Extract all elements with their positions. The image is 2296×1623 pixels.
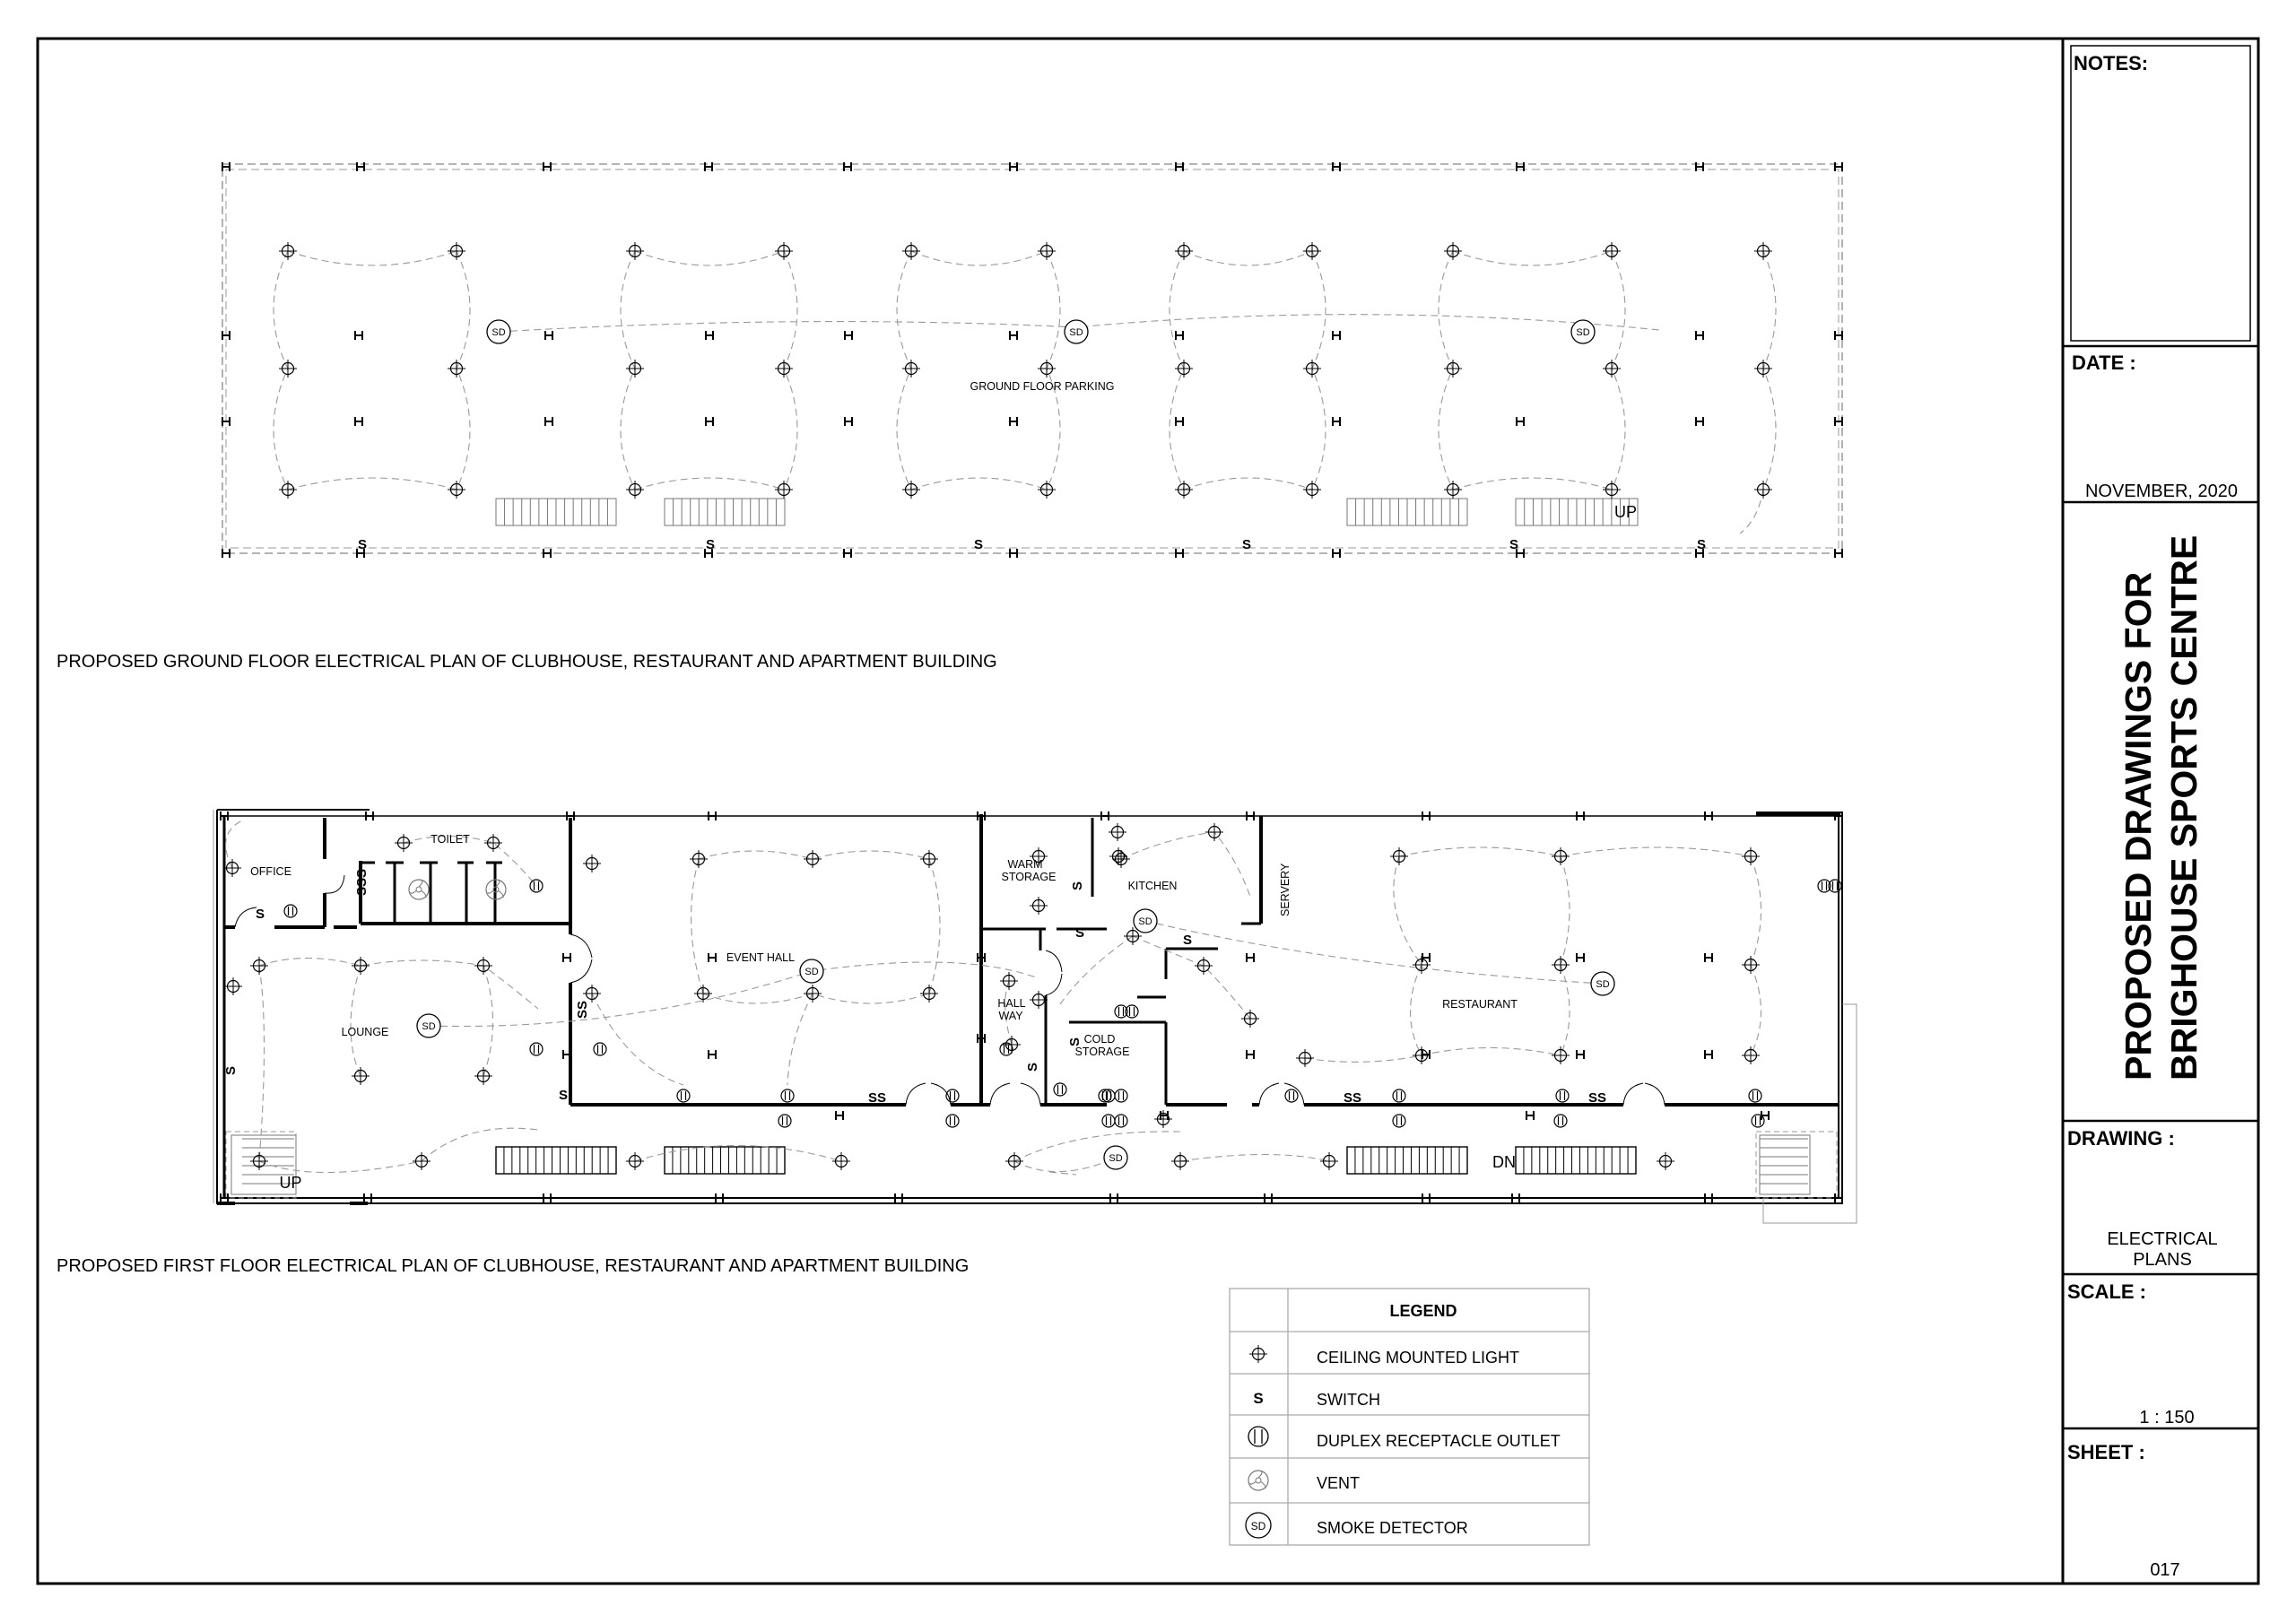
first-floor-stairs — [231, 1135, 1810, 1194]
scale-label: SCALE : — [2067, 1280, 2146, 1303]
project-title-line2: BRIGHOUSE SPORTS CENTRE — [2163, 534, 2205, 1081]
column-marker — [1010, 549, 1017, 558]
column-marker — [709, 1050, 716, 1059]
ceiling-light-icon — [448, 360, 465, 378]
ceiling-light-icon — [448, 481, 465, 499]
smoke-detector-icon — [487, 320, 510, 343]
column-marker — [1422, 1193, 1430, 1202]
room-label-kitchen: KITCHEN — [1127, 880, 1178, 892]
duplex-receptacle-icon — [778, 1115, 791, 1127]
column-marker — [1835, 549, 1842, 558]
ceiling-light-icon — [1552, 847, 1570, 865]
duplex-receptacle-icon — [1749, 1089, 1761, 1102]
ground-floor-smoke-detectors — [487, 320, 1595, 343]
switch-icon: S — [223, 1065, 239, 1076]
svg-text:SD: SD — [1250, 1520, 1266, 1532]
column-marker — [1110, 1193, 1118, 1202]
ceiling-light-icon — [1657, 1152, 1674, 1170]
column-marker — [895, 1193, 902, 1202]
room-label-lounge: LOUNGE — [341, 1026, 389, 1038]
ceiling-light-icon — [775, 242, 793, 260]
room-label-warm-storage-1: WARM — [1007, 858, 1043, 871]
duplex-receptacle-icon — [1554, 1115, 1567, 1127]
legend-title: LEGEND — [1389, 1302, 1457, 1320]
switch-icon: S — [558, 1088, 569, 1103]
ceiling-light-icon — [1205, 823, 1223, 841]
ceiling-light-icon — [1005, 1152, 1023, 1170]
stair-treads — [1347, 499, 1467, 525]
column-marker — [1526, 1111, 1534, 1120]
column-marker — [1517, 417, 1524, 426]
column-marker — [1247, 812, 1254, 820]
ceiling-light-icon — [804, 985, 822, 1002]
column-marker — [545, 417, 552, 426]
smoke-detector-icon — [1065, 320, 1088, 343]
ceiling-light-icon — [250, 957, 268, 975]
ceiling-light-icon — [1603, 360, 1621, 378]
ground-floor-stairs — [496, 499, 1638, 525]
switch-icon: S — [1070, 881, 1085, 891]
switch-icon: SS — [867, 1090, 887, 1106]
ceiling-light-icon — [583, 855, 601, 872]
ceiling-light-icon — [1154, 1110, 1172, 1128]
ceiling-light-icon — [1109, 847, 1127, 865]
column-marker — [1101, 812, 1109, 820]
column-marker — [1705, 953, 1712, 962]
room-label-hallway-1: HALL — [997, 997, 1026, 1010]
ceiling-light-icon — [775, 481, 793, 499]
ceiling-light-icon — [395, 834, 413, 852]
duplex-receptacle-icon — [284, 905, 297, 917]
drawing-label: DRAWING : — [2067, 1127, 2175, 1150]
ceiling-light-icon — [474, 1067, 492, 1085]
ceiling-light-icon — [1754, 360, 1772, 378]
project-title-line1: PROPOSED DRAWINGS FOR — [2118, 571, 2159, 1081]
ceiling-light-icon — [1320, 1152, 1338, 1170]
stair-treads — [496, 499, 616, 525]
ceiling-light-icon — [626, 242, 644, 260]
sheet-value: 017 — [2150, 1560, 2180, 1580]
ground-floor-caption: PROPOSED GROUND FLOOR ELECTRICAL PLAN OF CLUBHOUSE, RESTAURANT AND APARTMENT BUILDING — [57, 652, 997, 672]
ceiling-light-icon — [626, 1152, 644, 1170]
column-marker — [1010, 331, 1017, 340]
ground-floor-plan — [222, 162, 1842, 558]
drawing-value-line2: PLANS — [2133, 1250, 2192, 1270]
notes-box — [2071, 46, 2250, 341]
ceiling-light-icon — [1003, 1036, 1021, 1054]
stair-treads — [665, 499, 785, 525]
ceiling-light-icon — [1171, 1152, 1189, 1170]
smoke-detector-icon — [417, 1014, 440, 1037]
ceiling-light-icon — [1241, 1010, 1259, 1028]
switch-icon: S — [357, 537, 368, 552]
column-marker — [1010, 417, 1017, 426]
first-floor-circuits — [226, 820, 1761, 1175]
switch-icon: SS — [1587, 1090, 1607, 1106]
column-marker — [706, 417, 713, 426]
column-marker — [1247, 953, 1254, 962]
ceiling-light-icon — [690, 850, 708, 868]
ceiling-light-icon — [902, 242, 920, 260]
svg-text:SD: SD — [1138, 916, 1152, 927]
room-label-servery: SERVERY — [1279, 863, 1292, 916]
notes-label: NOTES: — [2074, 52, 2149, 74]
stair-treads — [496, 1147, 616, 1174]
switch-icon: S — [1025, 1062, 1040, 1072]
column-marker — [1265, 1193, 1272, 1202]
ceiling-light-icon — [1444, 360, 1462, 378]
svg-text:SD: SD — [491, 327, 506, 338]
ceiling-light-icon — [1742, 956, 1760, 974]
column-marker — [1247, 1050, 1254, 1059]
legend-label-vent: VENT — [1317, 1474, 1361, 1492]
ceiling-light-icon — [1112, 850, 1130, 868]
svg-text:SD: SD — [1576, 327, 1590, 338]
vent-icon — [409, 880, 429, 899]
ceiling-light-icon — [448, 242, 465, 260]
column-marker — [355, 331, 362, 340]
room-label-cold-storage-1: COLD — [1083, 1033, 1116, 1046]
ground-floor-stair-up-label: UP — [1614, 503, 1638, 521]
duplex-receptacle-icon — [1752, 1115, 1764, 1127]
switch-icon: S — [1074, 925, 1085, 941]
sheet-label: SHEET : — [2067, 1441, 2145, 1463]
ceiling-light-icon — [902, 360, 920, 378]
duplex-receptacle-icon — [677, 1089, 690, 1102]
ceiling-light-icon — [775, 360, 793, 378]
column-marker — [545, 331, 552, 340]
ceiling-light-icon — [1109, 823, 1126, 841]
room-label-hallway-2: WAY — [998, 1010, 1023, 1022]
column-marker — [844, 549, 851, 558]
column-marker — [1176, 549, 1183, 558]
ceiling-light-icon — [474, 957, 492, 975]
ceiling-light-icon — [902, 481, 920, 499]
ceiling-light-icon — [1030, 897, 1048, 915]
switch-icon: S — [1241, 537, 1252, 552]
sheet-border — [38, 39, 2258, 1584]
room-label-event-hall: EVENT HALL — [726, 951, 796, 964]
column-marker — [709, 812, 716, 820]
switch-icon: S — [973, 537, 984, 552]
room-label-warm-storage-2: STORAGE — [1001, 871, 1057, 883]
stair-up-label: UP — [279, 1174, 302, 1192]
first-floor-vents — [409, 880, 506, 899]
column-marker — [1577, 953, 1584, 962]
duplex-receptacle-icon — [1102, 1115, 1115, 1127]
svg-text:SD: SD — [1069, 327, 1083, 338]
column-marker — [1333, 549, 1340, 558]
ceiling-light-icon — [1444, 481, 1462, 499]
ceiling-light-icon — [1444, 242, 1462, 260]
duplex-receptacle-icon — [1102, 1089, 1115, 1102]
date-value: NOVEMBER, 2020 — [2084, 482, 2239, 501]
ceiling-light-icon — [1754, 242, 1772, 260]
ceiling-light-icon — [250, 1152, 268, 1170]
stair-treads — [665, 1147, 785, 1174]
column-marker — [1696, 331, 1703, 340]
ceiling-light-icon — [1038, 481, 1056, 499]
switch-icon: SS — [575, 1000, 590, 1020]
column-marker — [563, 953, 570, 962]
ceiling-light-icon — [413, 1152, 430, 1170]
ground-floor-lights — [279, 242, 1772, 499]
duplex-receptacle-icon — [530, 1043, 543, 1055]
svg-text:SD: SD — [1596, 979, 1610, 990]
ceiling-light-icon — [626, 481, 644, 499]
column-marker — [845, 417, 852, 426]
scale-value: 1 : 150 — [2139, 1408, 2195, 1428]
ceiling-light-icon — [1175, 360, 1193, 378]
smoke-detector-icon — [1134, 909, 1157, 933]
ceiling-light-icon — [223, 859, 241, 877]
column-marker — [364, 1193, 371, 1202]
stair-treads — [1347, 1147, 1467, 1174]
ceiling-light-icon — [279, 360, 297, 378]
column-marker — [1333, 417, 1340, 426]
svg-text:SD: SD — [804, 967, 819, 977]
smoke-detector-icon — [1104, 1146, 1127, 1169]
ceiling-light-icon — [804, 850, 822, 868]
column-marker — [1176, 331, 1183, 340]
ceiling-light-icon — [1296, 1049, 1314, 1067]
column-marker — [1705, 1050, 1712, 1059]
column-marker — [706, 331, 713, 340]
duplex-receptacle-icon — [1285, 1089, 1298, 1102]
smoke-detector-icon — [1246, 1513, 1271, 1538]
column-marker — [1577, 812, 1584, 820]
ceiling-light-icon — [832, 1152, 850, 1170]
legend — [1230, 1289, 1589, 1545]
column-marker — [1761, 1111, 1769, 1120]
switch-icon: S — [705, 537, 716, 552]
stair-treads — [1516, 1147, 1636, 1174]
ceiling-light-icon — [1742, 847, 1760, 865]
duplex-receptacle-icon — [594, 1043, 606, 1055]
smoke-detector-icon — [800, 959, 823, 983]
duplex-receptacle-icon — [1248, 1427, 1268, 1446]
ceiling-light-icon — [1742, 1046, 1760, 1064]
ceiling-light-icon — [279, 242, 297, 260]
duplex-receptacle-icon — [1115, 1115, 1127, 1127]
room-label-restaurant: RESTAURANT — [1442, 998, 1518, 1011]
ceiling-light-icon — [694, 985, 712, 1002]
ceiling-light-icon — [1038, 242, 1056, 260]
column-marker — [716, 1193, 723, 1202]
stair-down-label: DN — [1492, 1153, 1516, 1171]
date-label: DATE : — [2072, 352, 2136, 374]
legend-frame — [1230, 1289, 1589, 1545]
drawing-value-line1: ELECTRICAL — [2107, 1229, 2218, 1249]
ceiling-light-icon — [224, 977, 242, 995]
ground-floor-switches — [358, 537, 1706, 552]
column-marker — [544, 1193, 551, 1202]
smoke-detector-icon — [1571, 320, 1595, 343]
duplex-receptacle-icon — [1556, 1089, 1569, 1102]
ceiling-light-icon — [1390, 847, 1408, 865]
column-marker — [1696, 417, 1703, 426]
first-floor-plan — [213, 810, 1857, 1223]
duplex-receptacle-icon — [781, 1089, 794, 1102]
switch-icon: S — [1182, 933, 1193, 948]
column-marker — [709, 953, 716, 962]
column-marker — [1333, 331, 1340, 340]
ceiling-light-icon — [1175, 481, 1193, 499]
switch-icon: SSS — [354, 868, 370, 897]
ceiling-light-icon — [1603, 242, 1621, 260]
ceiling-light-icon — [626, 360, 644, 378]
switch-icon: S — [1067, 1037, 1083, 1047]
ground-floor-outline — [222, 164, 1842, 553]
ceiling-light-icon — [1303, 481, 1321, 499]
column-marker — [1577, 1050, 1584, 1059]
room-label-cold-storage-2: STORAGE — [1074, 1046, 1130, 1058]
switch-icon: S — [1509, 537, 1519, 552]
legend-label-smoke-detector: SMOKE DETECTOR — [1317, 1519, 1468, 1537]
room-label-toilet: TOILET — [430, 833, 470, 846]
column-marker — [1705, 1193, 1712, 1202]
ceiling-light-icon — [920, 850, 938, 868]
svg-text:SD: SD — [422, 1021, 436, 1032]
column-marker — [845, 331, 852, 340]
duplex-receptacle-icon — [1393, 1115, 1405, 1127]
ceiling-light-icon — [1552, 1046, 1570, 1064]
first-floor-lights — [223, 823, 1760, 1170]
column-marker — [366, 812, 373, 820]
switch-icon: S — [1253, 1390, 1264, 1407]
ceiling-light-icon — [352, 1067, 370, 1085]
ceiling-light-icon — [352, 957, 370, 975]
ceiling-light-icon — [1552, 956, 1570, 974]
duplex-receptacle-icon — [1393, 1089, 1405, 1102]
legend-label-light: CEILING MOUNTED LIGHT — [1317, 1349, 1520, 1367]
ceiling-light-icon — [1303, 360, 1321, 378]
ceiling-light-icon — [583, 985, 601, 1002]
ceiling-light-icon — [1249, 1345, 1267, 1363]
ceiling-light-icon — [1603, 481, 1621, 499]
duplex-receptacle-icon — [1099, 1089, 1111, 1102]
column-marker — [1422, 812, 1430, 820]
switch-icon: S — [255, 907, 265, 922]
first-floor-receptacles — [284, 880, 1841, 1127]
column-marker — [355, 417, 362, 426]
column-marker — [836, 1111, 843, 1120]
column-marker — [1512, 1193, 1519, 1202]
svg-text:SD: SD — [1109, 1153, 1123, 1164]
ceiling-light-icon — [1303, 242, 1321, 260]
legend-label-receptacle: DUPLEX RECEPTACLE OUTLET — [1317, 1432, 1561, 1450]
ceiling-light-icon — [279, 481, 297, 499]
ceiling-light-icon — [1175, 242, 1193, 260]
room-label-office: OFFICE — [250, 865, 291, 878]
first-floor-smoke-detectors — [417, 909, 1614, 1169]
ceiling-light-icon — [1754, 481, 1772, 499]
ceiling-light-icon — [1413, 1046, 1431, 1064]
legend-label-switch: SWITCH — [1317, 1391, 1380, 1409]
ceiling-light-icon — [920, 985, 938, 1002]
duplex-receptacle-icon — [1054, 1083, 1066, 1096]
column-marker — [1705, 812, 1712, 820]
column-marker — [1176, 417, 1183, 426]
vent-icon — [1248, 1471, 1268, 1490]
switch-icon: S — [1696, 537, 1707, 552]
duplex-receptacle-icon — [1115, 1089, 1127, 1102]
first-floor-caption: PROPOSED FIRST FLOOR ELECTRICAL PLAN OF CLUBHOUSE, RESTAURANT AND APARTMENT BUILDING — [57, 1256, 970, 1276]
ceiling-light-icon — [1000, 972, 1018, 990]
column-marker — [544, 549, 551, 558]
duplex-receptacle-icon — [946, 1115, 959, 1127]
smoke-detector-icon — [1591, 972, 1614, 995]
switch-icon: SS — [1343, 1090, 1362, 1106]
ceiling-light-icon — [1038, 360, 1056, 378]
ground-floor-room-label: GROUND FLOOR PARKING — [970, 380, 1115, 393]
title-block — [2063, 46, 2258, 1580]
ceiling-light-icon — [484, 834, 502, 852]
column-marker — [222, 549, 230, 558]
